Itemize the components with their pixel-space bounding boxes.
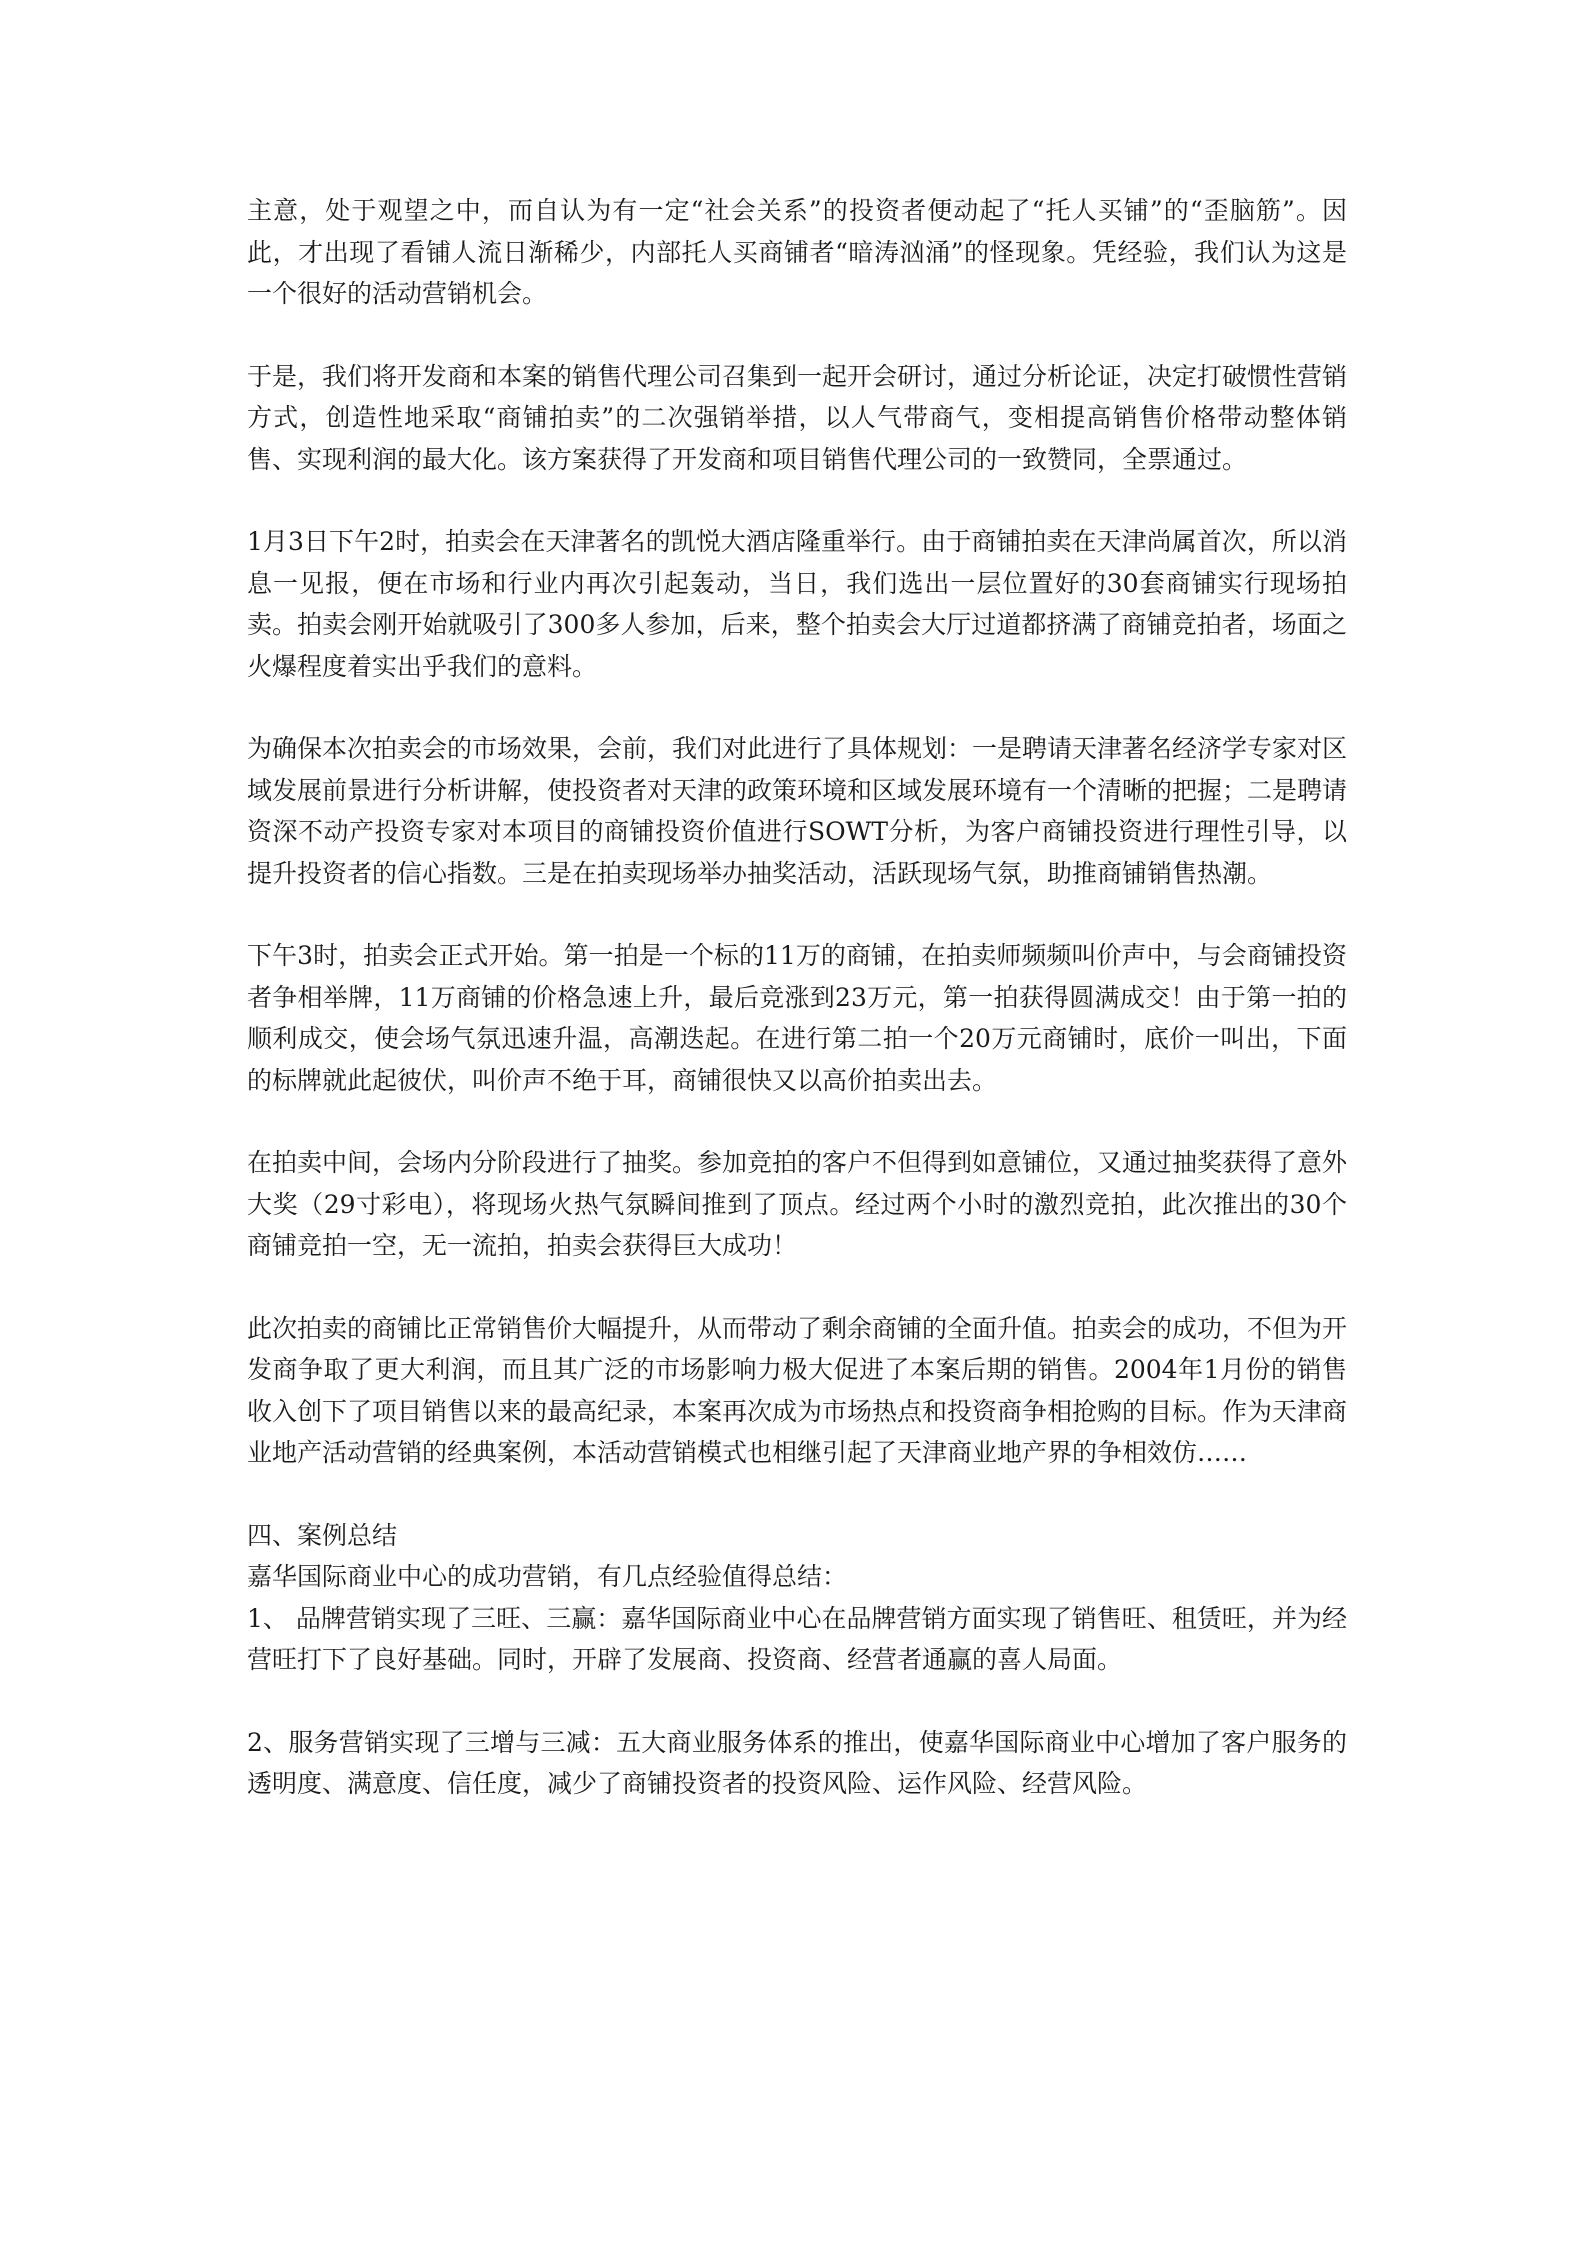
paragraph-1: 主意，处于观望之中，而自认为有一定“社会关系”的投资者便动起了“托人买铺”的“歪脑筋”。因此，才出现了看铺人流日渐稀少，内部托人买商铺者“暗涛汹涌”的怪现象。凭经验，我们认为这是一个很好的活动营销机会。 — [247, 196, 1347, 308]
section-heading: 四、案例总结 — [247, 1520, 398, 1550]
paragraph-4: 为确保本次拍卖会的市场效果，会前，我们对此进行了具体规划：一是聘请天津著名经济学专家对区域发展前景进行分析讲解，使投资者对天津的政策环境和区域发展环境有一个清晰的把握；二是聘请资深不动产投资专家对本项目的商铺投资价值进行SOWT分析，为客户商铺投资进行理性引导，以提升投资者的信心指数。三是在拍卖现场举办抽奖活动，活跃现场气氛，助推商铺销售热潮。 — [247, 734, 1348, 888]
section-intro: 嘉华国际商业中心的成功营销，有几点经验值得总结： — [247, 1562, 848, 1591]
list-item-2: 2、服务营销实现了三增与三减：五大商业服务体系的推出，使嘉华国际商业中心增加了客户服务的透明度、满意度、信任度，减少了商铺投资者的投资风险、运作风险、经营风险。 — [247, 1727, 1347, 1798]
paragraph-3: 1月3日下午2时，拍卖会在天津著名的凯悦大酒店隆重举行。由于商铺拍卖在天津尚属首次，所以消息一见报，便在市场和行业内再次引起轰动，当日，我们选出一层位置好的30套商铺实行现场拍卖。拍卖会刚开始就吸引了300多人参加，后来，整个拍卖会大厅过道都挤满了商铺竞拍者，场面之火爆程度着实出乎我们的意料。 — [247, 527, 1347, 681]
document-body — [247, 190, 1347, 1846]
paragraph-7: 此次拍卖的商铺比正常销售价大幅提升，从而带动了剩余商铺的全面升值。拍卖会的成功，不但为开发商争取了更大利润，而且其广泛的市场影响力极大促进了本案后期的销售。2004年1月份的销售收入创下了项目销售以来的最高纪录，本案再次成为市场热点和投资商争相抢购的目标。作为天津商业地产活动营销的经典案例，本活动营销模式也相继引起了天津商业地产界的争相效仿…… — [247, 1313, 1348, 1467]
paragraph-5: 下午3时，拍卖会正式开始。第一拍是一个标的11万的商铺，在拍卖师频频叫价声中，与会商铺投资者争相举牌，11万商铺的价格急速上升，最后竞涨到23万元，第一拍获得圆满成交！由于第一拍的顺利成交，使会场气氛迅速升温，高潮迭起。在进行第二拍一个20万元商铺时，底价一叫出，下面的标牌就此起彼伏，叫价声不绝于耳，商铺很快又以高价拍卖出去。 — [247, 941, 1347, 1095]
list-item-1: 1、 品牌营销实现了三旺、三赢：嘉华国际商业中心在品牌营销方面实现了销售旺、租赁旺，并为经营旺打下了良好基础。同时，开辟了发展商、投资商、经营者通赢的喜人局面。 — [247, 1603, 1347, 1674]
paragraph-2: 于是，我们将开发商和本案的销售代理公司召集到一起开会研讨，通过分析论证，决定打破惯性营销方式，创造性地采取“商铺拍卖”的二次强销举措，以人气带商气，变相提高销售价格带动整体销售、实现利润的最大化。该方案获得了开发商和项目销售代理公司的一致赞同，全票通过。 — [247, 361, 1348, 474]
paragraph-6: 在拍卖中间，会场内分阶段进行了抽奖。参加竞拍的客户不但得到如意铺位，又通过抽奖获得了意外大奖（29寸彩电），将现场火热气氛瞬间推到了顶点。经过两个小时的激烈竞拍，此次推出的30个商铺竞拍一空，无一流拍，拍卖会获得巨大成功！ — [247, 1148, 1348, 1260]
